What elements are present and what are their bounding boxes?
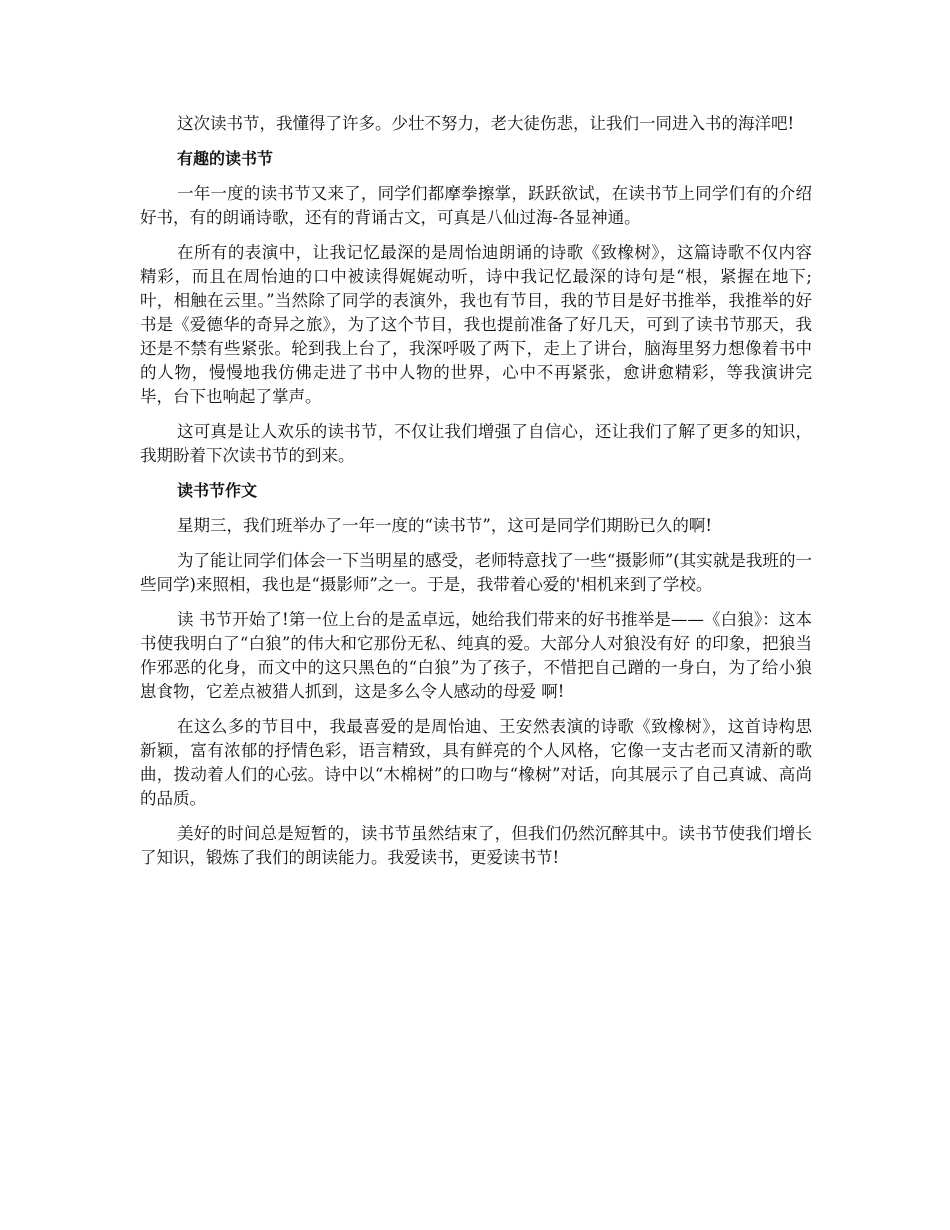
paragraph-closing-intro: 这次读书节，我懂得了许多。少壮不努力，老大徒伤悲，让我们一同进入书的海洋吧!: [177, 114, 795, 133]
document-page: [140, 112, 812, 881]
paragraph: 在这么多的节目中，我最喜爱的是周怡迪、王安然表演的诗歌《致橡树》，这首诗构思新颖，富有浓郁的抒情色彩，语言精致，具有鲜亮的个人风格，它像一支古老而又清新的歌曲，拨动着人们的心弦。诗中以“木棉树”的口吻与“橡树”对话，向其展示了自己真诚、高尚的品质。: [140, 717, 812, 808]
section-heading-fun-reading-festival: 有趣的读书节: [177, 149, 274, 168]
section-heading-reading-festival-essay: 读书节作文: [177, 481, 258, 500]
paragraph: 星期三，我们班举办了一年一度的“读书节”，这可是同学们期盼已久的啊!: [177, 516, 713, 535]
paragraph: 为了能让同学们体会一下当明星的感受，老师特意找了一些“摄影师”(其实就是我班的一些同学)来照相，我也是“摄影师”之一。于是，我带着心爱的'相机来到了学校。: [140, 551, 812, 594]
paragraph: 美好的时间总是短暂的，读书节虽然结束了，但我们仍然沉醉其中。读书节使我们增长了知识，锻炼了我们的朗读能力。我爱读书，更爱读书节!: [140, 824, 812, 867]
paragraph: 读 书节开始了!第一位上台的是孟卓远，她给我们带来的好书推举是——《白狼》：这本书使我明白了“白狼”的伟大和它那份无私、纯真的爱。大部分人对狼没有好 的印象，把狼当作邪恶的化身，而文中的这只黑色的“白狼”为了孩子，不惜把自己蹭的一身白，为了给小狼崽食物，它差点被猎人抓到，这是多么令人感动的母爱 啊!: [140, 610, 812, 701]
paragraph: 这可真是让人欢乐的读书节，不仅让我们增强了自信心，还让我们了解了更多的知识，我期盼着下次读书节的到来。: [140, 422, 812, 465]
paragraph: 一年一度的读书节又来了，同学们都摩拳擦掌，跃跃欲试，在读书节上同学们有的介绍好书，有的朗诵诗歌，还有的背诵古文，可真是八仙过海-各显神通。: [140, 184, 812, 227]
paragraph: 在所有的表演中，让我记忆最深的是周怡迪朗诵的诗歌《致橡树》，这篇诗歌不仅内容精彩，而且在周怡迪的口中被读得娓娓动听，诗中我记忆最深的诗句是“根，紧握在地下;叶，相触在云里。”当然除了同学的表演外，我也有节目，我的节目是好书推举，我推举的好书是《爱德华的奇异之旅》，为了这个节目，我也提前准备了好几天，可到了读书节那天，我还是不禁有些紧张。轮到我上台了，我深呼吸了两下，走上了讲台，脑海里努力想像着书中的人物，慢慢地我仿佛走进了书中人物的世界，心中不再紧张，愈讲愈精彩，等我演讲完毕，台下也响起了掌声。: [140, 243, 812, 406]
